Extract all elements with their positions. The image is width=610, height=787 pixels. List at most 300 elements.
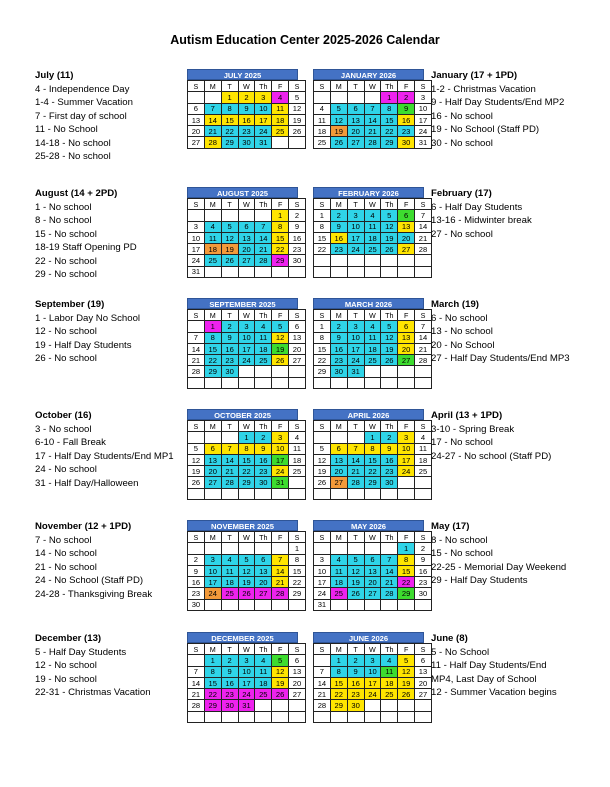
day-cell: 25 (314, 137, 331, 148)
day-cell: 25 (289, 466, 306, 477)
weekday-header: T (221, 81, 238, 92)
month-note: 1-4 - Summer Vacation (35, 97, 133, 108)
week-row (314, 244, 432, 255)
week-row (188, 655, 306, 666)
month-note: 7 - First day of school (35, 110, 127, 122)
weekday-header: S (188, 644, 205, 655)
week-row (188, 666, 306, 677)
day-cell: 21 (221, 466, 238, 477)
calendar-row (0, 409, 610, 527)
week-row (188, 355, 306, 366)
empty-day-cell (398, 477, 415, 488)
week-row (188, 114, 306, 125)
empty-day-cell (415, 488, 432, 499)
week-row (188, 711, 306, 722)
day-cell: 20 (289, 343, 306, 354)
day-cell: 8 (398, 554, 415, 565)
day-cell: 30 (188, 599, 205, 610)
month-note: 4 - Independence Day (35, 83, 130, 95)
day-cell: 26 (238, 588, 255, 599)
day-cell: 7 (415, 210, 432, 221)
empty-day-cell (381, 488, 398, 499)
day-cell: 2 (415, 543, 432, 554)
week-row (188, 700, 306, 711)
day-cell: 21 (272, 577, 289, 588)
day-cell: 31 (255, 137, 272, 148)
empty-day-cell (238, 377, 255, 388)
day-cell: 21 (188, 355, 205, 366)
day-cell: 20 (347, 126, 364, 137)
empty-day-cell (330, 711, 347, 722)
day-cell: 28 (221, 477, 238, 488)
week-row (188, 343, 306, 354)
day-cell: 9 (381, 443, 398, 454)
day-cell: 24 (238, 689, 255, 700)
day-cell: 20 (398, 343, 415, 354)
day-cell: 18 (289, 454, 306, 465)
day-cell: 8 (272, 221, 289, 232)
day-cell: 8 (204, 332, 221, 343)
day-cell: 30 (347, 700, 364, 711)
month-note: 5 - Half Day Students (35, 646, 127, 658)
weekday-header: F (398, 644, 415, 655)
day-cell: 9 (238, 103, 255, 114)
empty-day-cell (330, 599, 347, 610)
empty-day-cell (347, 432, 364, 443)
week-row (188, 565, 306, 576)
weekday-header: W (238, 421, 255, 432)
month-notes (35, 298, 140, 366)
month-notes-heading: May (17) (431, 521, 470, 532)
day-cell: 7 (347, 443, 364, 454)
week-row (314, 366, 432, 377)
day-cell: 17 (415, 114, 432, 125)
month-notes (35, 409, 174, 490)
month-note: 29 - No school (35, 269, 97, 280)
empty-day-cell (364, 711, 381, 722)
month-calendar (313, 298, 428, 389)
week-row (188, 477, 306, 488)
empty-day-cell (272, 543, 289, 554)
month-calendar (313, 632, 428, 723)
weekday-header: M (204, 199, 221, 210)
day-cell: 12 (272, 332, 289, 343)
weekday-header: M (204, 310, 221, 321)
day-cell: 25 (364, 244, 381, 255)
day-cell: 20 (289, 677, 306, 688)
month-calendar-title: AUGUST 2025 (187, 187, 298, 198)
day-cell: 24 (347, 355, 364, 366)
empty-day-cell (314, 488, 331, 499)
month-note: 19 - No school (35, 673, 97, 685)
empty-day-cell (204, 432, 221, 443)
day-cell: 5 (314, 443, 331, 454)
weekday-header: Th (381, 532, 398, 543)
weekday-header: W (238, 532, 255, 543)
weekday-header: M (204, 421, 221, 432)
empty-day-cell (238, 711, 255, 722)
day-cell: 23 (330, 355, 347, 366)
day-cell: 23 (347, 689, 364, 700)
day-cell: 14 (221, 454, 238, 465)
day-cell: 25 (330, 588, 347, 599)
empty-day-cell (238, 599, 255, 610)
day-cell: 22 (314, 355, 331, 366)
day-cell: 2 (238, 92, 255, 103)
day-cell: 2 (381, 432, 398, 443)
day-cell: 20 (204, 466, 221, 477)
week-row (188, 244, 306, 255)
day-cell: 17 (204, 577, 221, 588)
week-row (314, 477, 432, 488)
week-row (188, 588, 306, 599)
day-cell: 13 (255, 565, 272, 576)
month-note: 12 - Summer Vacation begins (431, 687, 557, 698)
day-cell: 6 (347, 103, 364, 114)
empty-day-cell (381, 266, 398, 277)
day-cell: 19 (188, 466, 205, 477)
empty-day-cell (415, 477, 432, 488)
day-cell: 28 (381, 588, 398, 599)
day-cell: 17 (314, 577, 331, 588)
day-cell: 30 (289, 255, 306, 266)
month-note: 26 - No school (35, 353, 97, 364)
month-notes (431, 187, 532, 241)
week-row (314, 577, 432, 588)
weekday-header: S (314, 421, 331, 432)
month-notes-heading: October (16) (35, 410, 92, 421)
day-cell: 11 (289, 443, 306, 454)
day-cell: 16 (330, 232, 347, 243)
day-cell: 23 (330, 244, 347, 255)
day-cell: 8 (314, 221, 331, 232)
month-note: 18-19 Staff Opening PD (35, 242, 137, 253)
day-cell: 3 (415, 92, 432, 103)
day-cell: 12 (289, 103, 306, 114)
day-cell: 30 (238, 137, 255, 148)
day-cell: 4 (255, 321, 272, 332)
day-cell: 3 (347, 210, 364, 221)
empty-day-cell (204, 210, 221, 221)
empty-day-cell (415, 700, 432, 711)
day-cell: 22 (364, 466, 381, 477)
week-row (188, 366, 306, 377)
empty-day-cell (415, 599, 432, 610)
empty-day-cell (289, 266, 306, 277)
day-cell: 14 (188, 677, 205, 688)
empty-day-cell (398, 255, 415, 266)
day-cell: 18 (204, 244, 221, 255)
day-cell: 3 (255, 92, 272, 103)
day-cell: 7 (188, 666, 205, 677)
weekday-header: F (398, 199, 415, 210)
empty-day-cell (364, 599, 381, 610)
day-cell: 10 (255, 103, 272, 114)
day-cell: 3 (204, 554, 221, 565)
month-note: 13 - No school (431, 326, 493, 337)
day-cell: 1 (221, 92, 238, 103)
day-cell: 3 (314, 554, 331, 565)
empty-day-cell (364, 366, 381, 377)
day-cell: 12 (238, 565, 255, 576)
empty-day-cell (314, 543, 331, 554)
day-cell: 24 (347, 244, 364, 255)
month-notes (35, 69, 133, 164)
day-cell: 1 (289, 543, 306, 554)
weekday-header: T (221, 199, 238, 210)
day-cell: 6 (289, 321, 306, 332)
weekday-header: S (188, 81, 205, 92)
day-cell: 12 (381, 221, 398, 232)
month-notes (35, 632, 151, 700)
month-calendar-title: MARCH 2026 (313, 298, 424, 309)
day-cell: 22 (221, 126, 238, 137)
day-cell: 9 (255, 443, 272, 454)
empty-day-cell (289, 377, 306, 388)
day-cell: 14 (415, 221, 432, 232)
day-cell: 27 (364, 588, 381, 599)
day-cell: 24 (255, 126, 272, 137)
month-calendar-title: FEBRUARY 2026 (313, 187, 424, 198)
day-cell: 4 (364, 210, 381, 221)
empty-day-cell (221, 543, 238, 554)
weekday-header: T (347, 532, 364, 543)
empty-day-cell (347, 543, 364, 554)
empty-day-cell (415, 255, 432, 266)
day-cell: 12 (314, 454, 331, 465)
day-cell: 28 (415, 355, 432, 366)
weekday-header: W (238, 310, 255, 321)
day-cell: 1 (272, 210, 289, 221)
week-row (188, 321, 306, 332)
day-cell: 7 (272, 554, 289, 565)
day-cell: 27 (415, 689, 432, 700)
day-cell: 22 (314, 244, 331, 255)
day-cell: 16 (415, 565, 432, 576)
month-note: 3 - No school (35, 423, 92, 435)
week-row (188, 543, 306, 554)
empty-day-cell (347, 266, 364, 277)
day-cell: 10 (415, 103, 432, 114)
weekday-header-row (188, 81, 306, 92)
day-cell: 11 (204, 232, 221, 243)
day-cell: 26 (289, 126, 306, 137)
month-notes-heading: February (17) (431, 188, 492, 199)
day-cell: 8 (314, 332, 331, 343)
day-cell: 8 (221, 103, 238, 114)
day-cell: 10 (188, 232, 205, 243)
day-cell: 19 (381, 232, 398, 243)
weekday-header: W (364, 532, 381, 543)
month-notes (431, 298, 570, 366)
day-cell: 12 (221, 232, 238, 243)
week-row (188, 577, 306, 588)
month-calendar (187, 632, 302, 723)
empty-day-cell (238, 266, 255, 277)
empty-day-cell (398, 711, 415, 722)
day-cell: 16 (289, 232, 306, 243)
empty-day-cell (314, 255, 331, 266)
empty-day-cell (255, 543, 272, 554)
weekday-header: S (314, 81, 331, 92)
empty-day-cell (204, 488, 221, 499)
day-cell: 1 (314, 210, 331, 221)
calendar-row (0, 632, 610, 750)
day-cell: 1 (364, 432, 381, 443)
month-notes-heading: September (19) (35, 299, 105, 310)
day-cell: 11 (255, 666, 272, 677)
empty-day-cell (364, 543, 381, 554)
week-row (188, 432, 306, 443)
day-cell: 26 (330, 137, 347, 148)
empty-day-cell (204, 543, 221, 554)
weekday-header: W (238, 81, 255, 92)
month-note: 22 - No school (35, 255, 97, 267)
day-cell: 6 (188, 103, 205, 114)
weekday-header: S (415, 644, 432, 655)
month-calendar-title: JULY 2025 (187, 69, 298, 80)
day-cell: 12 (272, 666, 289, 677)
empty-day-cell (204, 599, 221, 610)
empty-day-cell (330, 377, 347, 388)
day-cell: 1 (238, 432, 255, 443)
week-row (188, 232, 306, 243)
month-calendar (187, 187, 302, 278)
day-cell: 22 (289, 577, 306, 588)
weekday-header: W (364, 644, 381, 655)
empty-day-cell (188, 210, 205, 221)
day-cell: 29 (289, 588, 306, 599)
empty-day-cell (188, 321, 205, 332)
week-row (314, 255, 432, 266)
weekday-header: M (330, 310, 347, 321)
empty-day-cell (314, 92, 331, 103)
empty-day-cell (364, 255, 381, 266)
week-row (314, 432, 432, 443)
day-cell: 6 (398, 210, 415, 221)
week-row (188, 466, 306, 477)
empty-day-cell (255, 488, 272, 499)
day-cell: 28 (347, 477, 364, 488)
month-calendar (313, 187, 428, 278)
day-cell: 6 (255, 554, 272, 565)
day-cell: 7 (364, 103, 381, 114)
day-cell: 18 (381, 677, 398, 688)
calendar-row (0, 298, 610, 416)
empty-day-cell (398, 377, 415, 388)
day-cell: 20 (238, 244, 255, 255)
month-note: 3-10 - Spring Break (431, 423, 515, 435)
weekday-header: T (221, 310, 238, 321)
day-cell: 28 (204, 137, 221, 148)
day-cell: 30 (221, 366, 238, 377)
empty-day-cell (381, 599, 398, 610)
day-cell: 23 (415, 577, 432, 588)
day-cell: 29 (398, 588, 415, 599)
month-calendar (187, 298, 302, 389)
empty-day-cell (314, 266, 331, 277)
empty-day-cell (272, 599, 289, 610)
day-cell: 15 (204, 677, 221, 688)
day-cell: 13 (204, 454, 221, 465)
empty-day-cell (272, 488, 289, 499)
empty-day-cell (238, 366, 255, 377)
weekday-header: M (330, 421, 347, 432)
weekday-header: Th (381, 644, 398, 655)
day-cell: 7 (381, 554, 398, 565)
day-cell: 17 (364, 677, 381, 688)
day-cell: 28 (314, 700, 331, 711)
day-cell: 15 (204, 343, 221, 354)
empty-day-cell (330, 92, 347, 103)
empty-day-cell (364, 700, 381, 711)
day-cell: 16 (255, 454, 272, 465)
day-cell: 30 (255, 477, 272, 488)
day-cell: 18 (272, 114, 289, 125)
weekday-header: Th (381, 421, 398, 432)
weekday-header-row (188, 199, 306, 210)
empty-day-cell (330, 543, 347, 554)
empty-day-cell (347, 255, 364, 266)
weekday-header: F (272, 199, 289, 210)
month-note: 1 - No school (35, 201, 92, 213)
day-cell: 27 (398, 244, 415, 255)
day-cell: 11 (364, 332, 381, 343)
day-cell: 11 (255, 332, 272, 343)
day-cell: 13 (289, 332, 306, 343)
day-cell: 24 (364, 689, 381, 700)
day-cell: 29 (221, 137, 238, 148)
day-cell: 18 (314, 126, 331, 137)
month-calendar (187, 409, 302, 500)
weekday-header: T (347, 644, 364, 655)
month-note: 25-28 - No school (35, 151, 111, 162)
empty-day-cell (221, 210, 238, 221)
day-cell: 27 (204, 477, 221, 488)
empty-day-cell (289, 137, 306, 148)
month-notes-heading: June (8) (431, 633, 468, 644)
empty-day-cell (188, 432, 205, 443)
month-note: 11 - Half Day Students/End (431, 660, 547, 671)
day-cell: 14 (204, 114, 221, 125)
empty-day-cell (272, 700, 289, 711)
weekday-header: S (289, 310, 306, 321)
day-cell: 29 (272, 255, 289, 266)
day-cell: 27 (330, 477, 347, 488)
day-cell: 1 (381, 92, 398, 103)
weekday-header: F (272, 644, 289, 655)
empty-day-cell (272, 266, 289, 277)
weekday-header-row (314, 81, 432, 92)
day-cell: 25 (364, 355, 381, 366)
day-cell: 2 (330, 210, 347, 221)
weekday-header: M (330, 199, 347, 210)
day-cell: 21 (255, 244, 272, 255)
empty-day-cell (255, 366, 272, 377)
weekday-header-row (314, 644, 432, 655)
month-note: 22-25 - Memorial Day Weekend (431, 561, 567, 573)
empty-day-cell (314, 432, 331, 443)
month-note: 7 - No school (35, 534, 92, 546)
empty-day-cell (330, 488, 347, 499)
month-note: 5 - No School (431, 646, 490, 658)
day-cell: 5 (330, 103, 347, 114)
day-cell: 26 (347, 588, 364, 599)
day-cell: 9 (398, 103, 415, 114)
weekday-header: S (188, 310, 205, 321)
week-row (314, 677, 432, 688)
empty-day-cell (204, 377, 221, 388)
